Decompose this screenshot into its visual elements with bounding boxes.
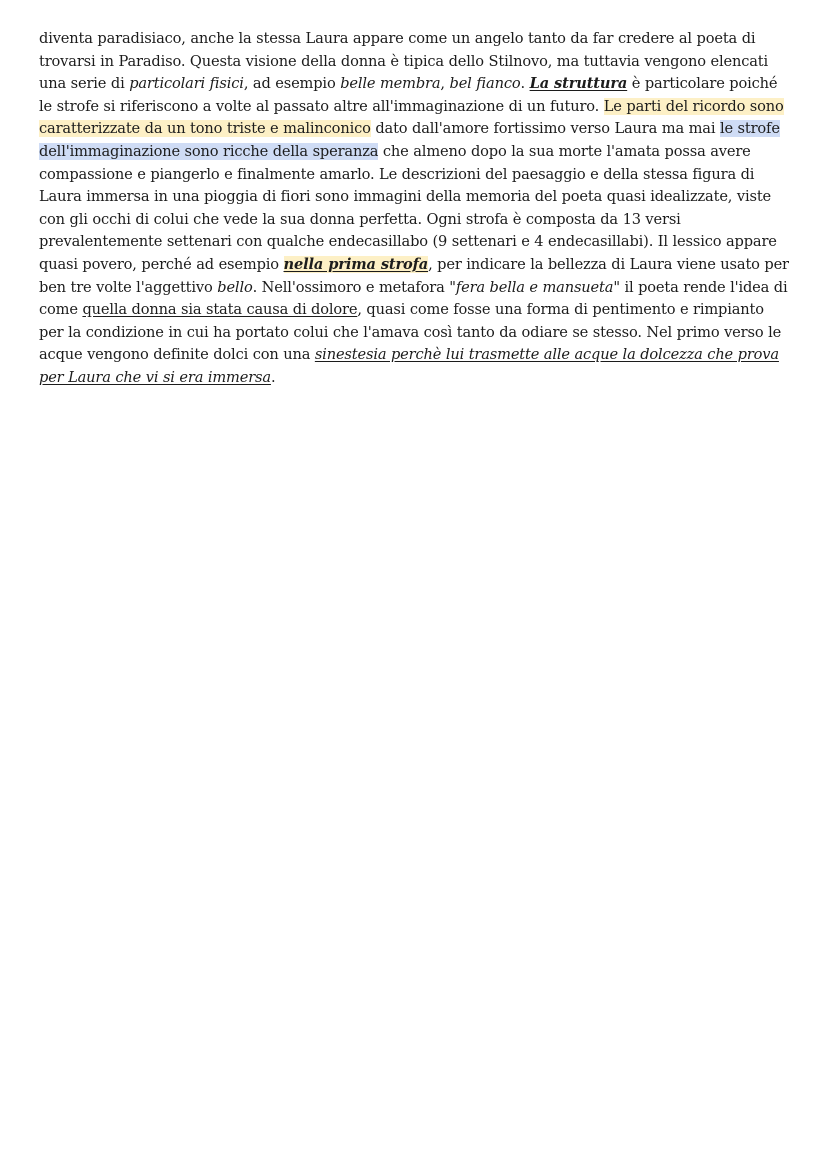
text-segment: che almeno dopo la sua morte l'amata possa avere compassione e piangerlo e finalmente amarlo. Le descrizioni del paesaggio e della stessa figura di Laura immersa in una pioggia di fiori sono immagini della memoria del poeta quasi idealizzate, viste con gli occhi di colui che vede la sua donna perfetta. Ogni strofa è composta da 13 versi prevalentemente settenari con qualche endecasillabo (9 settenari e 4 endecasillabi). Il lessico appare quasi povero, perché ad esempio [39,142,777,273]
blue-highlight-immaginazione: le strofe dell'immaginazione sono ricche della speranza [39,120,780,160]
text-segment: , quasi come fosse una forma di pentimento e rimpianto per la condizione in cui ha portato colui che l'amava così tanto da odiare se stesso. Nel primo verso le acque vengono definite dolci con una [39,301,782,364]
body-paragraph [39,28,791,390]
text-segment: . [270,368,276,386]
text-segment: . Nell'ossimoro e metafora " [252,278,456,296]
italic-quote-fera-bella: fera bella e mansueta [455,278,614,296]
bold-underlined-la-struttura: La struttura [529,75,628,93]
underlined-italic-sinestesia: sinestesia perchè lui trasmette alle acque la dolcezza che prova per Laura che vi si era immersa [39,346,779,386]
text-segment: , [440,75,450,93]
text-segment: , per indicare la bellezza di Laura viene usato per ben tre volte l'aggettivo [39,255,789,296]
text-segment: diventa paradisiaco, anche la stessa Laura appare come un angelo tanto da far credere al poeta di trovarsi in Paradiso. Questa visione della donna è tipica dello Stilnovo, ma tuttavia vengono elencati una serie di [39,30,768,93]
yellow-highlight-ricordo: Le parti del ricordo sono caratterizzate da un tono triste e malinconico [39,97,784,138]
highlighted-bold-nella-prima-strofa: nella prima strofa [283,255,429,273]
italic-phrase-particolari-fisici: particolari fisici [129,75,244,93]
text-segment: . [520,75,530,93]
text-segment: " il poeta rende l'idea di come [39,278,788,319]
text-segment: è particolare poiché le strofe si riferiscono a volte al passato altre all'immaginazione di un futuro. [39,75,778,115]
italic-phrase-bel-fianco: bel fianco [449,75,521,93]
text-segment: dato dall'amore fortissimo verso Laura ma mai [370,120,720,138]
document-page [39,28,791,390]
italic-word-bello: bello [217,278,253,296]
underlined-causa-di-dolore: quella donna sia stata causa di dolore [82,301,358,319]
text-segment: , ad esempio [243,75,341,93]
italic-phrase-belle-membra: belle membra [340,75,441,93]
